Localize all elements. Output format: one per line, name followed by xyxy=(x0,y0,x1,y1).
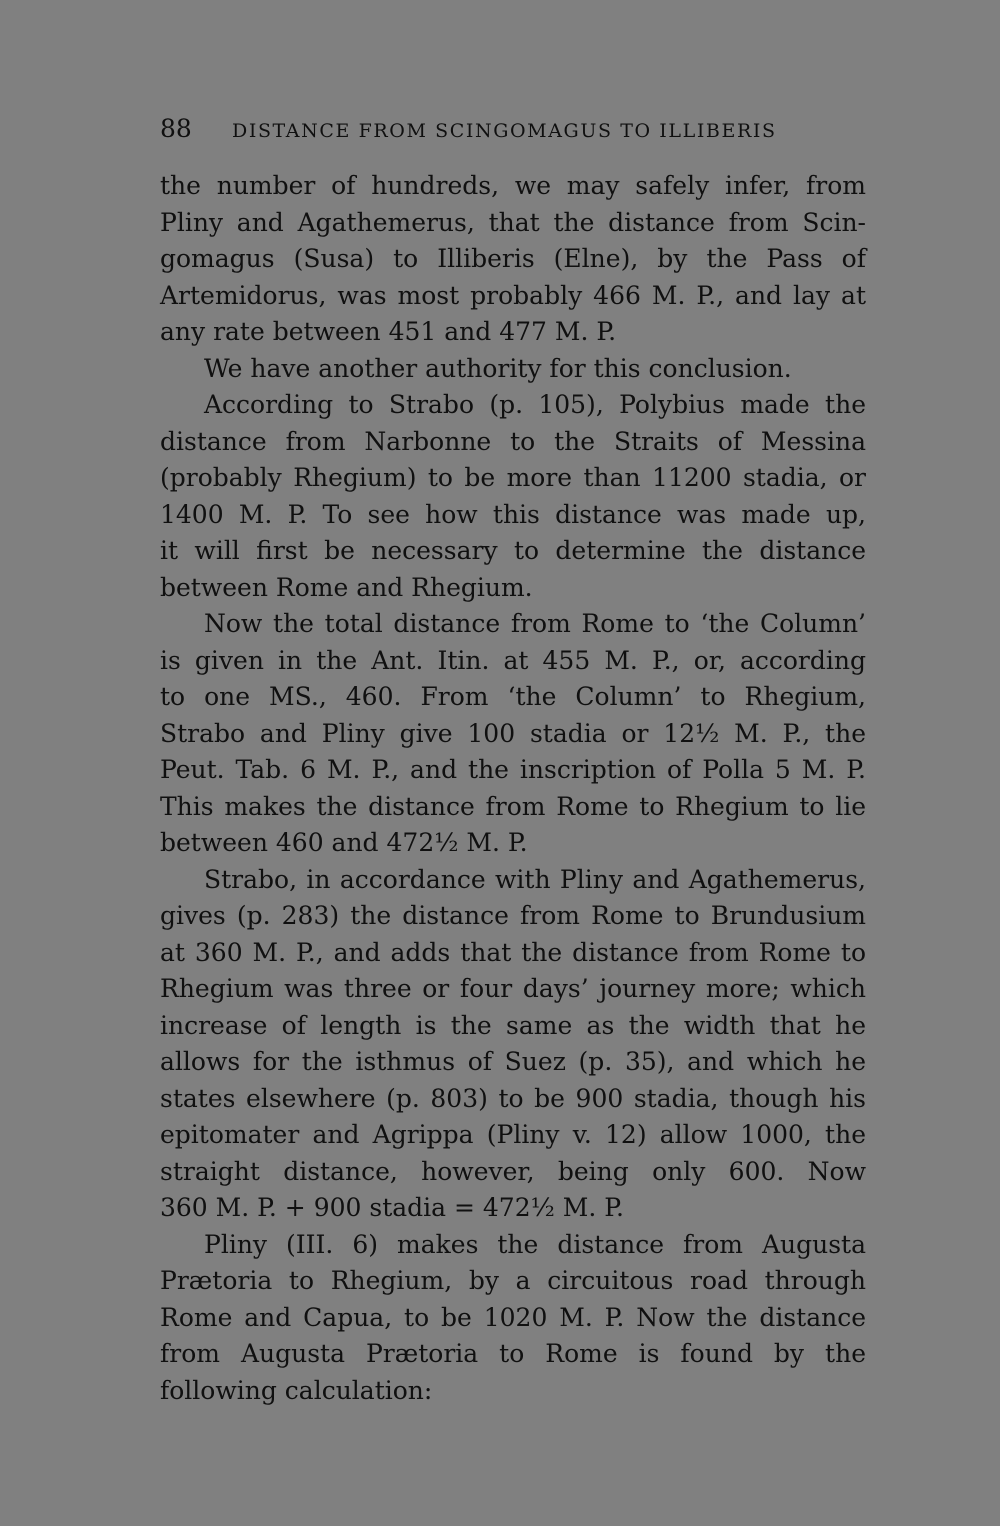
text-line: Strabo and Pliny give 100 stadia or 12½ M. P., the xyxy=(160,718,866,748)
text-line: Strabo, in accordance with Pliny and Agathemerus, xyxy=(204,864,866,894)
text-line: Rhegium was three or four days’ journey more; which xyxy=(160,974,866,1003)
text-line: 360 M. P. + 900 stadia = 472½ M. P. xyxy=(160,1193,624,1222)
text-line: allows for the isthmus of Suez (p. 35), and which he xyxy=(160,1047,866,1076)
text-line: (probably Rhegium) to be more than 11200 stadia, or xyxy=(160,463,866,492)
text-line: Prætoria to Rhegium, by a circuitous road through xyxy=(160,1266,866,1295)
text-line: any rate between 451 and 477 M. P. xyxy=(160,317,617,346)
text-line: This makes the distance from Rome to Rhegium to lie xyxy=(160,791,866,821)
page-header xyxy=(160,112,866,146)
text-line: at 360 M. P., and adds that the distance from Rome to xyxy=(160,937,866,967)
text-line: distance from Narbonne to the Straits of Messina xyxy=(160,426,866,456)
page-number: 88 xyxy=(160,114,192,143)
text-line: is given in the Ant. Itin. at 455 M. P., or, according xyxy=(160,645,866,675)
running-head: DISTANCE FROM SCINGOMAGUS TO ILLIBERIS xyxy=(232,120,777,142)
text-line: states elsewhere (p. 803) to be 900 stadia, though his xyxy=(160,1083,866,1113)
text-line: gomagus (Susa) to Illiberis (Elne), by the Pass of xyxy=(160,244,866,273)
text-line: Now the total distance from Rome to ‘the Column’ xyxy=(204,609,866,638)
text-line: it will first be necessary to determine the distance xyxy=(160,536,866,565)
text-line: 1400 M. P. To see how this distance was made up, xyxy=(160,499,866,529)
text-line: between Rome and Rhegium. xyxy=(160,572,533,602)
text-line: Artemidorus, was most probably 466 M. P., and lay at xyxy=(160,280,866,310)
text-line: Rome and Capua, to be 1020 M. P. Now the distance xyxy=(160,1302,866,1332)
text-line: We have another authority for this conclusion. xyxy=(204,353,792,383)
text-line: following calculation: xyxy=(160,1375,433,1405)
text-line: Peut. Tab. 6 M. P., and the inscription of Polla 5 M. P. xyxy=(160,755,866,784)
text-line: to one MS., 460. From ‘the Column’ to Rhegium, xyxy=(160,682,866,711)
text-line: epitomater and Agrippa (Pliny v. 12) allow 1000, the xyxy=(160,1120,866,1149)
text-line: between 460 and 472½ M. P. xyxy=(160,828,528,857)
text-line: Pliny (III. 6) makes the distance from Augusta xyxy=(204,1229,866,1259)
book-page xyxy=(160,112,866,1409)
text-line: According to Strabo (p. 105), Polybius made the xyxy=(204,390,866,419)
text-line: Pliny and Agathemerus, that the distance from Scin- xyxy=(160,207,866,237)
text-line: increase of length is the same as the width that he xyxy=(160,1010,866,1040)
text-line: the number of hundreds, we may safely infer, from xyxy=(160,171,866,200)
text-line: from Augusta Prætoria to Rome is found by the xyxy=(160,1339,866,1368)
body-text xyxy=(160,168,866,1409)
text-line: straight distance, however, being only 600. Now xyxy=(160,1156,866,1186)
text-line: gives (p. 283) the distance from Rome to Brundusium xyxy=(160,901,866,930)
